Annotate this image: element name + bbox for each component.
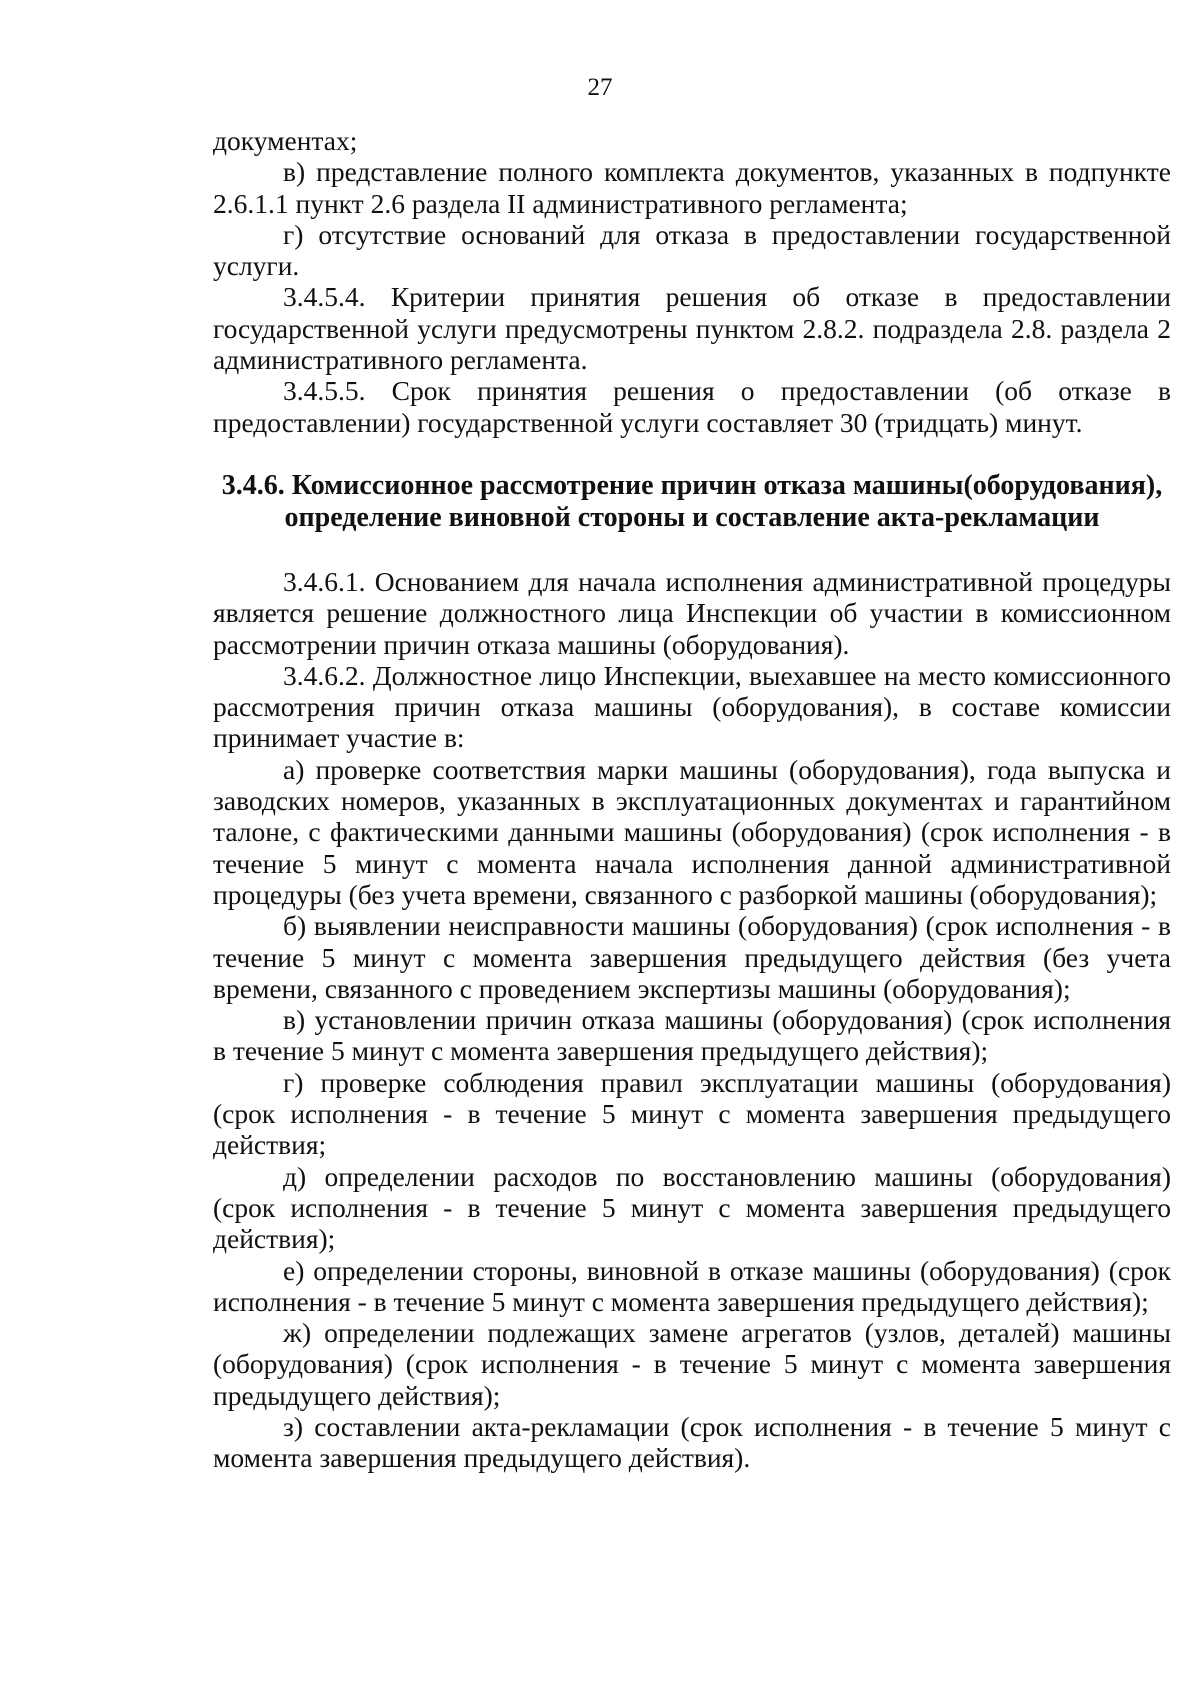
- clause-3-4-6-1: 3.4.6.1. Основанием для начала исполнения административной процедуры является решение должностного лица Инспекции об участии в комиссионном рассмотрении причин отказа машины (оборудования).: [213, 565, 1171, 660]
- continuation-text: документах;: [213, 125, 358, 156]
- list-item-g2: г) проверке соблюдения правил эксплуатации машины (оборудования) (срок исполнения - в течение 5 минут с момента завершения предыдущего действия;: [213, 1066, 1171, 1161]
- list-item-v: в) представление полного комплекта документов, указанных в подпункте 2.6.1.1 пункт 2.6 раздела II административного регламента;: [213, 156, 1171, 219]
- list-item-z: з) составлении акта-рекламации (срок исполнения - в течение 5 минут с момента завершения предыдущего действия).: [213, 1410, 1171, 1474]
- list-item-d: д) определении расходов по восстановлению машины (оборудования) (срок исполнения - в течение 5 минут с момента завершения предыдущего действия);: [213, 1160, 1171, 1255]
- list-item-e: е) определении стороны, виновной в отказе машины (оборудования) (срок исполнения - в течение 5 минут с момента завершения предыдущего действия);: [213, 1254, 1171, 1317]
- section-heading-line-1: 3.4.6. Комиссионное рассмотрение причин отказа машины(оборудования),: [221, 469, 1163, 501]
- list-item-g: г) отсутствие оснований для отказа в предоставлении государственной услуги.: [213, 218, 1171, 282]
- clause-3-4-6-2: 3.4.6.2. Должностное лицо Инспекции, выехавшее на место комиссионного рассмотрения причин отказа машины (оборудования), в составе комиссии принимает участие в:: [213, 659, 1171, 754]
- section-heading-line-2: определение виновной стороны и составление акта-рекламации: [284, 501, 1100, 533]
- clause-3-4-5-4: 3.4.5.4. Критерии принятия решения об отказе в предоставлении государственной услуги предусмотрены пунктом 2.8.2. подраздела 2.8. раздела 2 административного регламента.: [213, 281, 1171, 376]
- list-item-v2: в) установлении причин отказа машины (оборудования) (срок исполнения в течение 5 минут с момента завершения предыдущего действия);: [213, 1004, 1171, 1067]
- page-number: 27: [587, 74, 613, 101]
- list-item-zh: ж) определении подлежащих замене агрегатов (узлов, деталей) машины (оборудования) (срок исполнения - в течение 5 минут с момента завершения предыдущего действия);: [213, 1317, 1171, 1411]
- page-content: [213, 125, 1171, 1474]
- section-heading: [213, 470, 1171, 534]
- clause-3-4-5-5: 3.4.5.5. Срок принятия решения о предоставлении (об отказе в предоставлении) государственной услуги составляет 30 (тридцать) минут.: [213, 375, 1171, 438]
- list-item-b: б) выявлении неисправности машины (оборудования) (срок исполнения - в течение 5 минут с момента завершения предыдущего действия (без учета времени, связанного с проведением экспертизы машины (оборудования);: [213, 910, 1171, 1004]
- list-item-a: а) проверке соответствия марки машины (оборудования), года выпуска и заводских номеров, указанных в эксплуатационных документах и гарантийном талоне, с фактическими данными машины (оборудования) (срок исполнения - в течение 5 минут с момента начала исполнения данной административной процедуры (без учета времени, связанного с разборкой машины (оборудования);: [213, 753, 1171, 910]
